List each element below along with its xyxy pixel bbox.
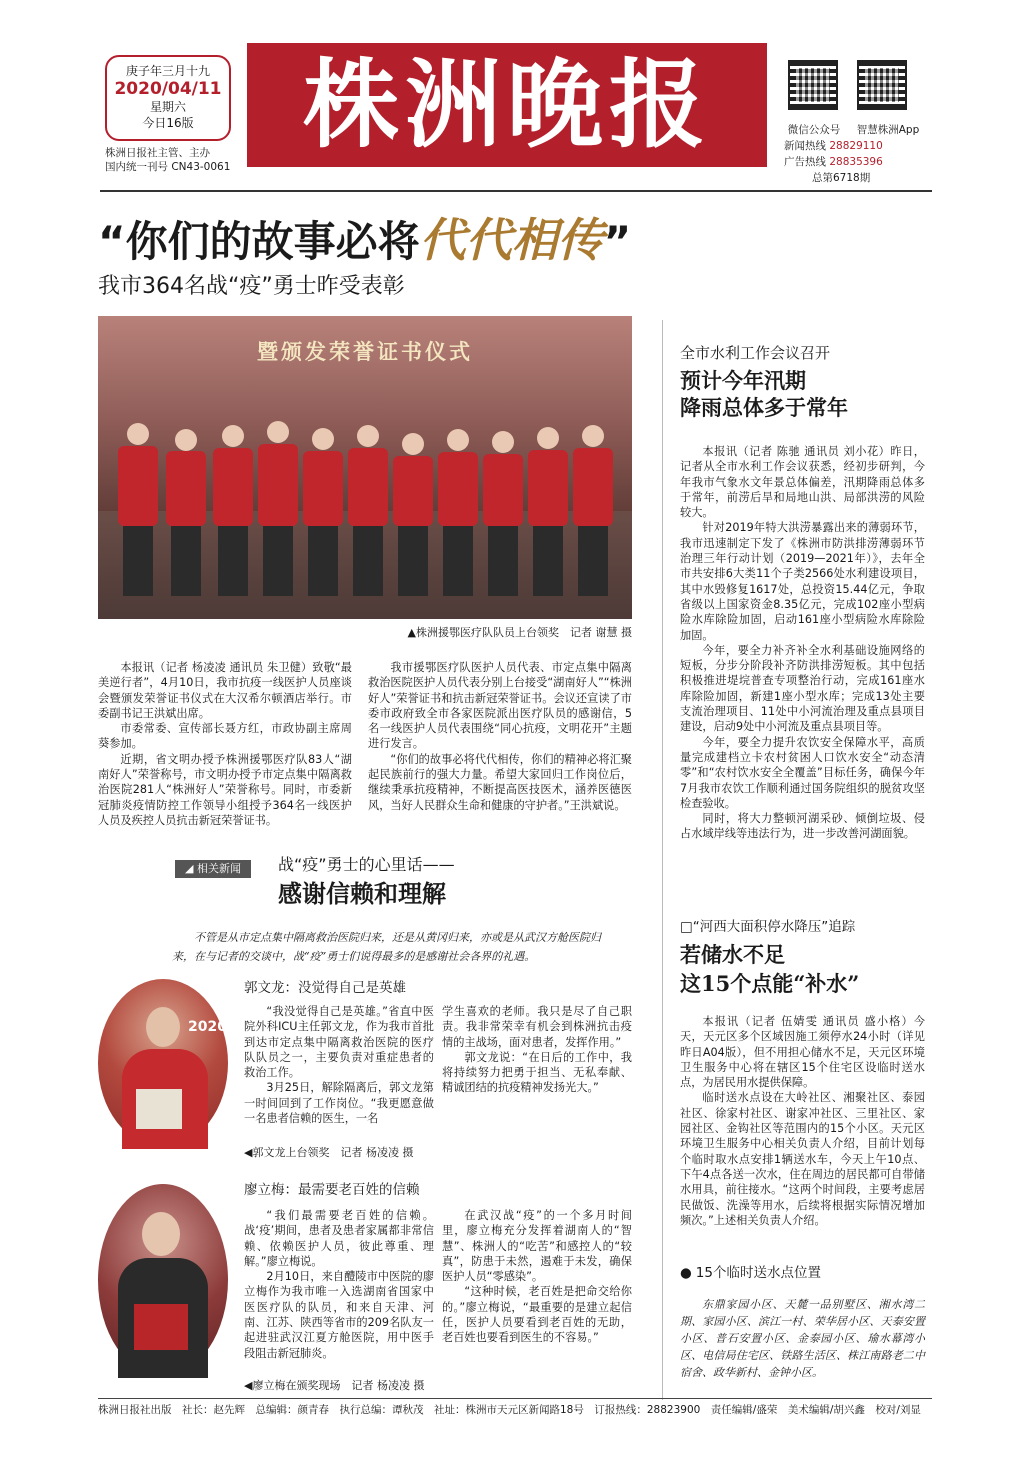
lead-headline	[98, 210, 631, 272]
publisher-info	[105, 146, 245, 174]
headline-highlight: 代代相传	[419, 213, 604, 267]
issn-text: 国内统一刊号 CN43-0061	[105, 161, 231, 173]
supply-list-title: ● 15个临时送水点位置	[680, 1264, 821, 1282]
water-paragraph: 针对2019年特大洪涝暴露出来的薄弱环节，我市迅速制定下发了《株洲市防洪排涝薄弱环节治理三年行动计划（2019—2021年）》，去年全市共安排6大类11个子类2566处水利建设项目，其中水毁修复1617处，总投资15.44亿元，争取省级以上国家资金8.35亿元，完成102座小型病险水库除险加固，启动161座小型病险水库除险加固。	[680, 521, 925, 642]
feature-kicker: 战“疫”勇士的心里话——	[278, 855, 455, 874]
story-paragraph: “我没觉得自己是英雄。”省直中医院外科ICU主任郭文龙，作为我市首批到达市定点集中隔离救治医院的医疗队队员之一，主要负责对重症患者的救治工作。	[244, 1005, 434, 1080]
supply-list: 东鼎家园小区、天麓一品别墅区、湘水湾二期、家园小区、滨江一村、荣华居小区、天泰安置小区、普石安置小区、金泰园小区、瑜水幕湾小区、电信局住宅区、铁路生活区、株江南路老二中宿舍、政华新村、金钟小区。	[680, 1298, 925, 1379]
story1-column-1	[244, 1004, 434, 1126]
supply-title-line2: 这15个点能“补水”	[680, 971, 860, 996]
lead-subheadline: 我市364名战“疫”勇士昨受表彰	[98, 274, 405, 299]
feature-title: 感谢信赖和理解	[278, 879, 446, 908]
weekday: 星期六	[149, 100, 186, 114]
story-paragraph: 郭文龙说：“在日后的工作中，我将持续努力把勇于担当、无私奉献、精诚团结的抗疫精神发扬光大。”	[442, 1050, 632, 1095]
face-shape	[142, 1212, 180, 1256]
news-hotline: 28829110	[829, 140, 883, 152]
sponsor-text: 株洲日报社主管、主办	[105, 147, 210, 159]
lead-paragraph: 近期，省文明办授予株洲援鄂医疗队83人“湖南好人”荣誉称号，市文明办授予市定点集中隔离救治医院281人“株洲好人”荣誉称号。同时，市委新冠肺炎疫情防控工作领导小组授予364名一线医护人员及疾控人员抗击新冠荣誉证书。	[98, 752, 352, 827]
story-paragraph: 在武汉战“疫”的一个多月时间里，廖立梅充分发挥着湖南人的“智慧”、株洲人的“吃苦”和感控人的“较真”，防患于未然，遏难于未发，确保医护人员“零感染”。	[442, 1209, 632, 1284]
masthead-divider	[100, 190, 932, 192]
supply-kicker: □“河西大面积停水降压”追踪	[680, 919, 856, 935]
related-news-label: 相关新闻	[196, 862, 241, 875]
masthead-logo: 株洲晚报	[247, 43, 767, 167]
hotlines	[784, 138, 883, 186]
story2-caption: ◀廖立梅在颁奖现场 记者 杨凌凌 摄	[244, 1379, 425, 1392]
story2-title: 廖立梅：最需要老百姓的信赖	[244, 1182, 420, 1198]
wechat-qr-icon	[788, 60, 838, 110]
water-kicker: 全市水利工作会议召开	[680, 344, 831, 362]
honorees-illustration	[98, 316, 632, 619]
issue-date: 2020/04/11	[114, 79, 222, 99]
related-news-tag	[175, 860, 251, 878]
story2-column-1	[244, 1208, 434, 1361]
photo-date-text: 2020.4	[188, 1019, 243, 1035]
lead-photo	[98, 316, 632, 619]
water-paragraph: 今年，要全力补齐补全水利基础设施网络的短板，分步分阶段补齐防洪排涝短板。其中包括积极推进堤垸普查专项整治行动，完成161座水库除险加固，新建1座小型水库；完成13处主要支流治理项目、11处中小河流治理及重点县项目建设，启动9处中小河流及重点县项目等。	[680, 643, 925, 734]
story1-title: 郭文龙：没觉得自己是英雄	[244, 980, 406, 996]
liao-limei-photo	[98, 1184, 228, 1376]
ad-hotline-label: 广告热线	[784, 156, 826, 168]
app-qr-icon	[857, 60, 907, 110]
water-paragraph: 本报讯（记者 陈驰 通讯员 刘小花）昨日，记者从全市水利工作会议获悉，经初步研判，今年我市气象水文年景总体偏差，汛期降雨总体多于常年，前涝后旱和局地山洪、局部洪涝的风险较大。	[680, 445, 925, 520]
lead-paragraph: 本报讯（记者 杨凌凌 通讯员 朱卫健）致敬“最美逆行者”，4月10日，我市抗疫一线医护人员座谈会暨颁发荣誉证书仪式在大汉希尔顿酒店举行。市委副书记王洪斌出席。	[98, 661, 352, 720]
water-title	[680, 367, 848, 421]
story1-caption: ◀郭文龙上台领奖 记者 杨凌凌 摄	[244, 1146, 414, 1159]
lead-photo-caption: ▲株洲援鄂医疗队队员上台领奖 记者 谢慧 摄	[407, 626, 632, 639]
supply-paragraph: 临时送水点设在大岭社区、湘聚社区、泰园社区、徐家村社区、谢家冲社区、三里社区、家园社区、金钩社区等范围内的15个小区。天元区环境卫生服务中心相关负责人介绍，目前计划每个临时取水点安排1辆送水车，今天上午10点、下午4点各送一次水，住在周边的居民都可自带储水用具，前往接水。“这两个时间段，主要考虑居民做饭、洗澡等用水，后续将根据实际情况增加频次。”上述相关负责人介绍。	[680, 1091, 925, 1227]
certificate-shape	[136, 1089, 182, 1129]
face-shape	[146, 1007, 180, 1047]
certificate-shape	[134, 1304, 188, 1350]
guo-wenlong-photo	[98, 979, 243, 1147]
issue-number: 总第6718期	[812, 172, 871, 184]
supply-paragraph: 本报讯（记者 伍婧雯 通讯员 盛小格）今天，天元区多个区域因施工须停水24小时（详见昨日A04版），但不用担心储水不足，天元区环境卫生服务中心将在辖区15个住宅区设临时送水点，为居民用水提供保障。	[680, 1015, 925, 1090]
story-paragraph: 2月10日，来自醴陵市中医院的廖立梅作为我市唯一入选湖南省国家中医医疗队的队员，和来自天津、河南、江苏、陕西等省市的209名队友一起进驻武汉江夏方舱医院，用中医手段阻击新冠肺炎。	[244, 1270, 434, 1360]
story-paragraph: 3月25日，解除隔离后，郭文龙第一时间回到了工作岗位。“我更愿意做一名患者信赖的医生，一名	[244, 1081, 434, 1126]
headline-part2: ”	[603, 217, 632, 266]
feature-intro: 不管是从市定点集中隔离救治医院归来，还是从黄冈归来，亦或是从武汉方舱医院归来，在与记者的交谈中，战“疫”勇士们说得最多的是感谢社会各界的礼遇。	[172, 931, 601, 963]
supply-title-line1: 若储水不足	[680, 942, 785, 967]
story-paragraph: “这种时候，老百姓是把命交给你的。”廖立梅说，“最重要的是建立起信任，医护人员要看到老百姓的无助，老百姓也要看到医生的不容易。”	[442, 1285, 632, 1345]
water-paragraph: 今年，要全力提升农饮安全保障水平，高质量完成建档立卡农村贫困人口饮水安全“动态清零”和“农村饮水安全全覆盖”目标任务，确保今年7月我市农饮工作顺利通过国务院组织的脱贫攻坚检查验收。	[680, 735, 925, 810]
ad-hotline: 28835396	[829, 156, 883, 168]
news-hotline-label: 新闻热线	[784, 140, 826, 152]
lead-column-2	[368, 660, 632, 813]
water-title-line1: 预计今年汛期	[680, 368, 806, 393]
lead-paragraph: 市委常委、宣传部长聂方红，市政协副主席周葵参加。	[98, 722, 352, 751]
qr2-label: 智慧株洲App	[856, 124, 920, 136]
qr1-label: 微信公众号	[787, 124, 841, 136]
supply-title	[680, 940, 859, 998]
lunar-date: 庚子年三月十九	[125, 64, 210, 78]
water-paragraph: 同时，将大力整顿河湖采砂、倾倒垃圾、侵占水域岸线等违法行为，进一步改善河湖面貌。	[680, 812, 925, 841]
story2-column-2	[442, 1208, 632, 1346]
lead-paragraph: 我市援鄂医疗队医护人员代表、市定点集中隔离救治医院医护人员代表分别上台接受“湖南好人”“株洲好人”荣誉证书和抗击新冠荣誉证书。会议还宣读了市委市政府致全市各家医院派出医疗队员的感谢信，5名一线医护人员代表围绕“同心抗疫，文明花开”主题进行发言。	[368, 661, 632, 751]
lead-column-1	[98, 660, 352, 828]
supply-article	[680, 1014, 925, 1228]
date-box	[105, 55, 231, 141]
story-paragraph: 学生喜欢的老师。我只是尽了自己职责。我非常荣幸有机会到株洲抗击疫情的主战场，面对患者，发挥作用。”	[442, 1005, 632, 1049]
story-paragraph: “我们最需要老百姓的信赖。战‘疫’期间，患者及患者家属都非常信赖、依赖医护人员，彼此尊重、理解。”廖立梅说。	[244, 1209, 434, 1268]
photo-banner-text: 暨颁发荣誉证书仪式	[257, 340, 473, 364]
lead-paragraph: “你们的故事必将代代相传，你们的精神必将汇聚起民族前行的强大力量。希望大家回归工作岗位后，继续秉承抗疫精神，不断提高医技医术，涵养医德医风，当好人民群众生命和健康的守护者。”王洪斌说。	[368, 752, 632, 812]
footer-credits: 株洲日报社出版 社长：赵先辉 总编辑：颜青春 执行总编：谭秋茂 社址：株洲市天元区新闻路18号 订报热线：28823900 责任编辑/盛荣 美术编辑/胡兴鑫 校对/刘显	[98, 1404, 921, 1416]
edition-count: 今日16版	[142, 116, 194, 130]
headline-part1: “你们的故事必将	[98, 217, 420, 266]
column-divider	[662, 320, 663, 1400]
footer-divider	[98, 1398, 932, 1399]
water-title-line2: 降雨总体多于常年	[680, 395, 848, 420]
story1-column-2	[442, 1004, 632, 1096]
arrow-icon: ◢	[185, 862, 197, 875]
water-article	[680, 444, 925, 842]
